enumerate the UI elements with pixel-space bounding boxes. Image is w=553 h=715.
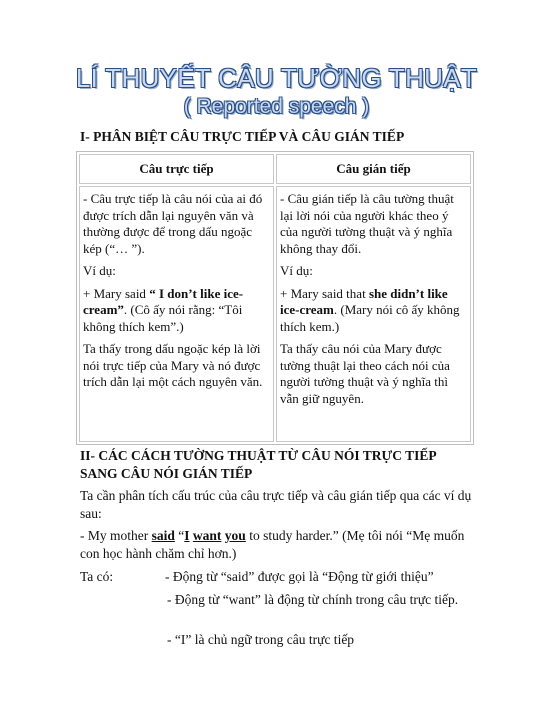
direct-note: Ta thấy trong dấu ngoặc kép là lời nói trực tiếp của Mary và nó được trích dẫn lại một cách nguyên văn.: [83, 341, 263, 389]
section2-heading: II- CÁC CÁCH TƯỜNG THUẬT TỪ CÂU NÓI TRỰC TIẾP SANG CÂU NÓI GIÁN TIẾP: [80, 448, 436, 481]
section2-example: [80, 527, 480, 562]
analysis-label: Ta có:: [80, 569, 114, 584]
indirect-example-label: Ví dụ:: [280, 263, 313, 278]
indirect-example-prefix: + Mary said that: [280, 285, 369, 301]
direct-speech-cell: [79, 186, 274, 442]
indirect-speech-cell: [276, 186, 471, 442]
section1-heading: I- PHÂN BIỆT CÂU TRỰC TIẾP VÀ CÂU GIÁN TIẾP: [80, 129, 405, 144]
comparison-table: [76, 151, 474, 445]
direct-example-quote: “ I don’t like ice-cream”: [83, 285, 244, 317]
analysis-item-2: - Động từ “want” là động từ chính trong câu trực tiếp.: [167, 592, 459, 607]
indirect-speech-header: Câu gián tiếp: [276, 154, 471, 184]
direct-speech-header: Câu trực tiếp: [79, 154, 274, 184]
document-title: LÍ THUYẾT CÂU TƯỜNG THUẬT: [75, 63, 478, 93]
analysis-item-1: - Động từ “said” được gọi là “Động từ giới thiệu”: [165, 569, 434, 584]
example-quote-open: “: [174, 528, 185, 543]
example-subject-i: I: [184, 528, 190, 543]
direct-example-suffix: . (Cô ấy nói rằng: “Tôi không thích kem”.): [83, 302, 243, 334]
direct-example-prefix: + Mary said: [83, 285, 150, 301]
indirect-definition: - Câu gián tiếp là câu tường thuật lại lời nói của người khác theo ý của người tường thuật và ý nghĩa không thay đổi.: [280, 191, 454, 256]
indirect-example: [280, 286, 468, 336]
table-header-row: [79, 154, 471, 184]
analysis-item-3: - “I” là chủ ngữ trong câu trực tiếp: [167, 632, 355, 647]
example-prefix: - My mother: [80, 528, 152, 543]
example-object-you: you: [224, 528, 246, 543]
indirect-example-reported: she didn’t like ice-cream: [280, 285, 448, 317]
document-subtitle: ( Reported speech ): [183, 95, 370, 118]
direct-definition: - Câu trực tiếp là câu nói của ai đó được trích dẫn lại nguyên văn và thường được để trong dấu ngoặc kép (“… ”).: [83, 191, 263, 256]
direct-example-label: Ví dụ:: [83, 263, 116, 278]
example-verb-want: want: [192, 528, 222, 543]
example-said: said: [151, 528, 175, 543]
direct-example: [83, 286, 271, 336]
indirect-example-suffix: . (Mary nói cô ấy không thích kem.): [280, 302, 460, 334]
indirect-note: Ta thấy câu nói của Mary được tường thuật lại theo cách nói của người tường thuật và ý nghĩa thì vẫn giữ nguyên.: [280, 341, 450, 406]
section2-intro: Ta cần phân tích cấu trúc của câu trực tiếp và câu gián tiếp qua các ví dụ sau:: [80, 488, 472, 521]
table-row: [79, 186, 471, 442]
example-rest: to study harder.” (Mẹ tôi nói “Mẹ muốn con học hành chăm chỉ hơn.): [80, 528, 465, 561]
